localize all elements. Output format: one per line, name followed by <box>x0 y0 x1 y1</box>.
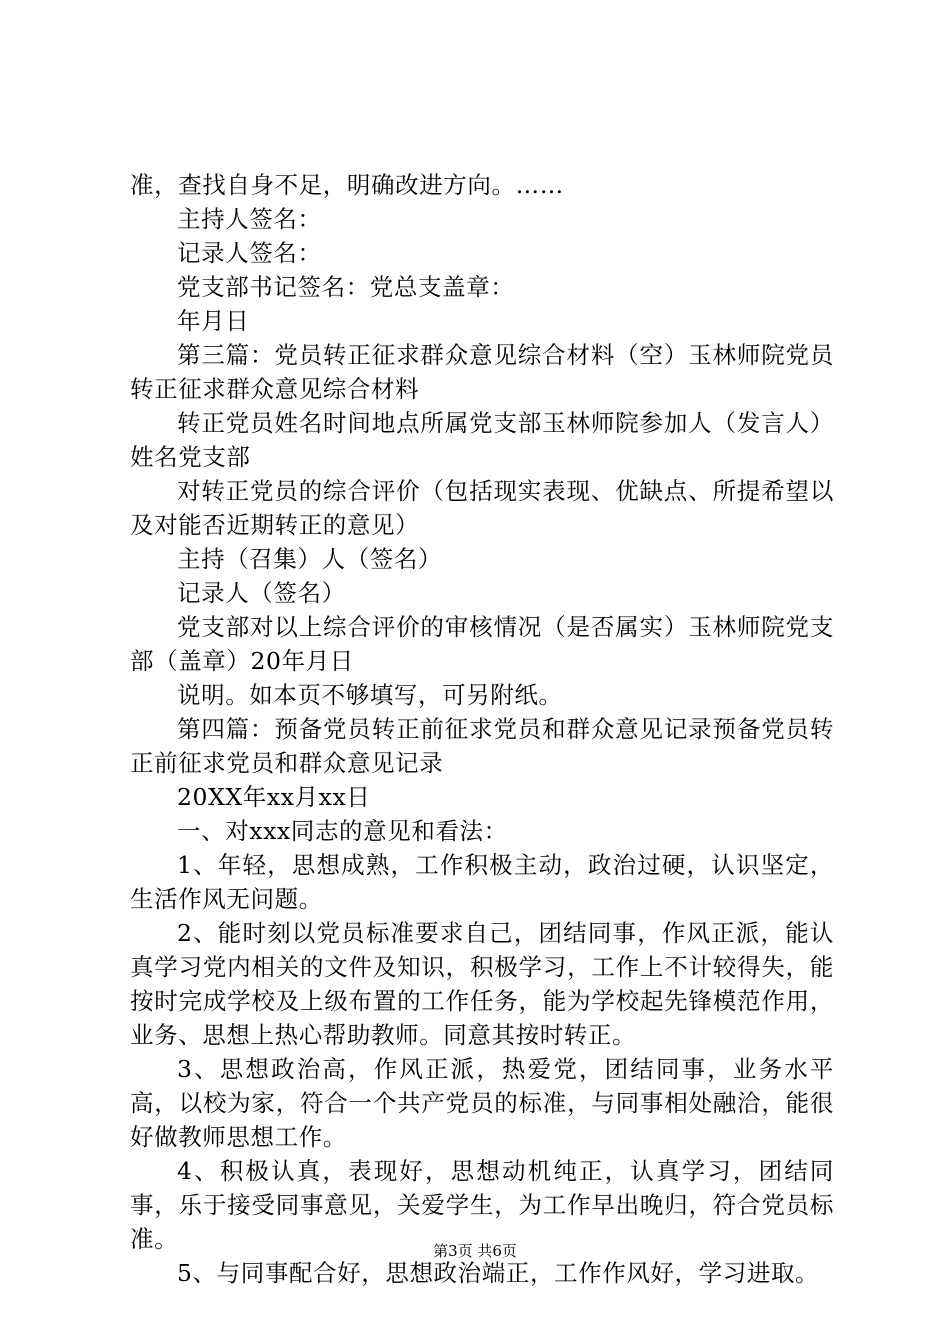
paragraph-opinion-3: 3、思想政治高，作风正派，热爱党，团结同事，业务水平高，以校为家，符合一个共产党员的标准，与同事相处融洽，能很好做教师思想工作。 <box>130 1055 834 1151</box>
paragraph-opinion-1: 1、年轻，思想成熟，工作积极主动，政治过硬，认识坚定，生活作风无问题。 <box>130 851 834 913</box>
paragraph-secretary-signature: 党支部书记签名：党总支盖章： <box>177 273 515 301</box>
paragraph-record-date: 20XX年xx月xx日 <box>177 783 371 811</box>
paragraph-opinion-2: 2、能时刻以党员标准要求自己，团结同事，作风正派，能认真学习党内相关的文件及知识，积极学习，工作上不计较得失，能按时完成学校及上级布置的工作任务，能为学校起先锋模范作用，业务、思想上热心帮助教师。同意其按时转正。 <box>130 919 834 1049</box>
page-number-footer: 第3页 共6页 <box>433 1242 517 1260</box>
paragraph-continuation: 准，查找自身不足，明确改进方向。…… <box>130 171 564 199</box>
paragraph-section-four-title: 第四篇：预备党员转正前征求党员和群众意见记录预备党员转正前征求党员和群众意见记录 <box>130 715 834 777</box>
paragraph-opinion-4: 4、积极认真，表现好，思想动机纯正，认真学习，团结同事，乐于接受同事意见，关爱学生，为工作早出晚归，符合党员标准。 <box>130 1157 834 1253</box>
paragraph-evaluation: 对转正党员的综合评价（包括现实表现、优缺点、所提希望以及对能否近期转正的意见） <box>130 477 834 539</box>
paragraph-host-signature: 主持人签名： <box>177 205 322 233</box>
paragraph-opinion-heading: 一、对xxx同志的意见和看法： <box>177 817 508 845</box>
paragraph-recorder-signature: 记录人签名： <box>177 239 322 267</box>
paragraph-section-three-title: 第三篇：党员转正征求群众意见综合材料（空）玉林师院党员转正征求群众意见综合材料 <box>130 341 834 403</box>
document-body <box>130 168 834 1290</box>
paragraph-recorder-sign: 记录人（签名） <box>177 579 346 607</box>
paragraph-opinion-5: 5、与同事配合好，思想政治端正，工作作风好，学习进取。 <box>177 1259 820 1287</box>
paragraph-convener-signature: 主持（召集）人（签名） <box>177 545 443 573</box>
paragraph-date: 年月日 <box>177 307 250 335</box>
paragraph-note: 说明。如本页不够填写，可另附纸。 <box>177 681 563 709</box>
paragraph-branch-review: 党支部对以上综合评价的审核情况（是否属实）玉林师院党支部（盖章）20年月日 <box>130 613 834 675</box>
paragraph-member-info: 转正党员姓名时间地点所属党支部玉林师院参加人（发言人）姓名党支部 <box>130 409 834 471</box>
